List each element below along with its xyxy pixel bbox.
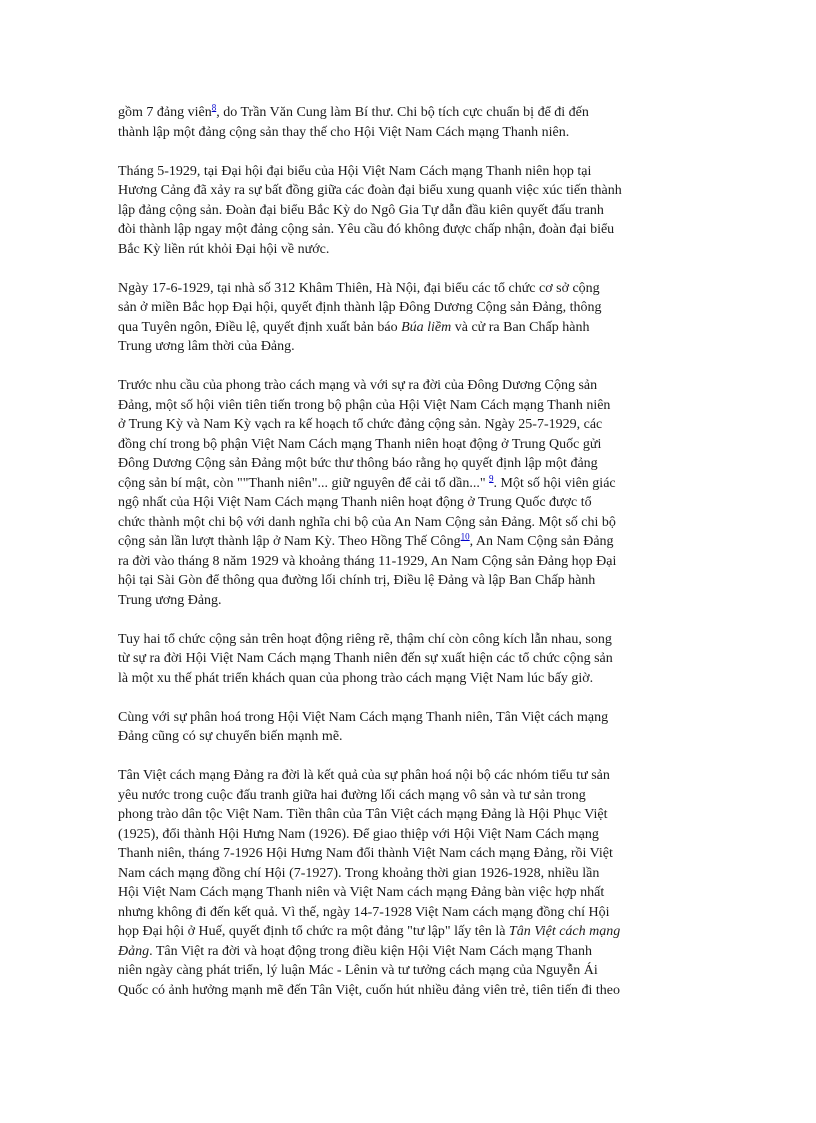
- text-run: qua Tuyên ngôn, Điều lệ, quyết định xuất bản báo: [118, 319, 402, 335]
- italic-title: Búa liềm: [401, 319, 452, 335]
- text-run: lập đảng cộng sản. Đoàn đại biểu Bắc Kỳ do Ngô Gia Tự dẫn đầu kiên quyết đấu tranh: [118, 202, 604, 218]
- text-run: chức thành một chi bộ với danh nghĩa chi bộ của An Nam Cộng sản Đảng. Một số chi bộ: [118, 514, 616, 530]
- text-line: [118, 591, 698, 611]
- text-line: [118, 825, 698, 845]
- text-run: Tân Việt cách mạng Đảng ra đời là kết quả của sự phân hoá nội bộ các nhóm tiểu tư sản: [118, 768, 610, 783]
- text-line: [118, 337, 698, 357]
- text-line: [118, 435, 698, 455]
- text-run: sản ở miền Bắc họp Đại hội, quyết định thành lập Đông Dương Cộng sản Đảng, thông: [118, 300, 602, 315]
- text-line: [118, 708, 698, 728]
- text-line: [118, 903, 698, 923]
- text-run: , do Trần Văn Cung làm Bí thư. Chi bộ tích cực chuẩn bị để đi đến: [216, 105, 589, 120]
- text-run: niên ngày càng phát triển, lý luận Mác - Lênin và tư tưởng cách mạng của Nguyễn Ái: [118, 963, 598, 978]
- text-line: [118, 571, 698, 591]
- text-line: [118, 883, 698, 903]
- text-run: thành lập một đảng cộng sản thay thế cho Hội Việt Nam Cách mạng Thanh niên.: [118, 124, 570, 140]
- text-line: [118, 240, 698, 260]
- text-run: Hội Việt Nam Cách mạng Thanh niên và Việt Nam cách mạng Đảng bàn việc hợp nhất: [118, 885, 605, 900]
- text-run: hội tại Sài Gòn để thông qua đường lối chính trị, Điều lệ Đảng và lập Ban Chấp hành: [118, 573, 596, 588]
- text-run: cộng sản lần lượt thành lập ở Nam Kỳ. Theo Hồng Thế Công: [118, 534, 461, 549]
- footnote-link[interactable]: 9: [489, 472, 494, 483]
- text-line: [118, 922, 698, 942]
- text-line: [118, 727, 698, 747]
- text-run: Ngày 17-6-1929, tại nhà số 312 Khâm Thiên, Hà Nội, đại biểu các tổ chức cơ sở cộng: [118, 280, 600, 296]
- text-run: Quốc có ảnh hưởng mạnh mẽ đến Tân Việt, cuốn hút nhiều đảng viên trẻ, tiên tiến đi theo: [118, 982, 620, 998]
- text-run: nhưng không đi đến kết quả. Vì thế, ngày 14-7-1928 Việt Nam cách mạng đồng chí Hội: [118, 904, 610, 920]
- text-line: [118, 513, 698, 533]
- text-run: . Tân Việt ra đời và hoạt động trong điều kiện Hội Việt Nam Cách mạng Thanh: [149, 943, 592, 959]
- text-line: [118, 454, 698, 474]
- text-run: đòi thành lập ngay một đảng cộng sản. Yêu cầu đó không được chấp nhận, đoàn đại biểu: [118, 222, 615, 237]
- text-run: và cử ra Ban Chấp hành: [451, 319, 590, 335]
- text-run: ra đời vào tháng 8 năm 1929 và khoảng tháng 11-1929, An Nam Cộng sản Đảng họp Đại: [118, 553, 617, 569]
- text-run: phong trào dân tộc Việt Nam. Tiền thân của Tân Việt cách mạng Đảng là Hội Phục Việt: [118, 807, 608, 822]
- text-run: gồm 7 đảng viên: [118, 105, 212, 120]
- text-run: Thanh niên, tháng 7-1926 Hội Hưng Nam đổi thành Việt Nam cách mạng Đảng, rồi Việt: [118, 846, 613, 861]
- text-line: [118, 474, 698, 494]
- text-line: [118, 630, 698, 650]
- text-line: [118, 552, 698, 572]
- footnote-link[interactable]: 8: [211, 102, 217, 113]
- text-line: [118, 766, 698, 786]
- text-run: là một xu thế phát triển khách quan của phong trào cách mạng Việt Nam lúc bấy giờ.: [118, 670, 594, 686]
- text-line: [118, 376, 698, 396]
- paragraph: [118, 708, 698, 747]
- text-run: , An Nam Cộng sản Đảng: [469, 534, 614, 549]
- text-run: ngộ nhất của Hội Việt Nam Cách mạng Thanh niên hoạt động ở Trung Quốc được tổ: [118, 495, 592, 510]
- text-line: [118, 103, 698, 123]
- paragraph: [118, 376, 698, 610]
- text-line: [118, 220, 698, 240]
- italic-title: Tân Việt cách mạng: [508, 924, 621, 939]
- paragraph: [118, 103, 698, 142]
- text-run: Tuy hai tổ chức cộng sản trên hoạt động riêng rẽ, thậm chí còn công kích lẫn nhau, song: [118, 631, 612, 647]
- paragraph: [118, 279, 698, 357]
- text-line: [118, 493, 698, 513]
- paragraph: [118, 162, 698, 260]
- document-page: [118, 103, 698, 1020]
- text-run: Trung ương lâm thời của Đảng.: [118, 339, 295, 354]
- text-line: [118, 123, 698, 143]
- text-line: [118, 669, 698, 689]
- text-line: [118, 532, 698, 552]
- text-run: từ sự ra đời Hội Việt Nam Cách mạng Thanh niên đến sự xuất hiện các tổ chức cộng sản: [118, 651, 613, 666]
- footnote-ref: [461, 531, 470, 541]
- text-run: cộng sản bí mật, còn ""Thanh niên"... giữ nguyên để cải tổ dần...": [118, 475, 490, 491]
- text-run: Đảng, một số hội viên tiên tiến trong bộ phận của Hội Việt Nam Cách mạng Thanh niên: [118, 397, 611, 413]
- text-line: [118, 396, 698, 416]
- text-run: Nam cách mạng đồng chí Hội (7-1927). Trong khoảng thời gian 1926-1928, nhiều lần: [118, 865, 600, 881]
- text-run: Trung ương Đảng.: [118, 592, 222, 608]
- text-line: [118, 415, 698, 435]
- text-run: Tháng 5-1929, tại Đại hội đại biểu của Hội Việt Nam Cách mạng Thanh niên họp tại: [118, 163, 592, 179]
- text-line: [118, 981, 698, 1001]
- text-line: [118, 864, 698, 884]
- text-line: [118, 649, 698, 669]
- text-line: [118, 805, 698, 825]
- text-run: Đảng cũng có sự chuyển biến mạnh mẽ.: [118, 729, 343, 744]
- text-run: yêu nước trong cuộc đấu tranh giữa hai đường lối cách mạng vô sản và tư sản trong: [118, 787, 586, 803]
- text-line: [118, 961, 698, 981]
- text-run: đồng chí trong bộ phận Việt Nam Cách mạng Thanh niên hoạt động ở Trung Quốc gửi: [118, 436, 602, 452]
- text-line: [118, 318, 698, 338]
- italic-title: Đảng: [118, 943, 150, 959]
- text-run: Hương Cảng đã xảy ra sự bất đồng giữa các đoàn đại biểu xung quanh việc xúc tiến thành: [118, 183, 622, 198]
- text-run: Trước nhu cầu của phong trào cách mạng và với sự ra đời của Đông Dương Cộng sản: [118, 378, 598, 393]
- text-line: [118, 181, 698, 201]
- text-line: [118, 279, 698, 299]
- text-run: Bắc Kỳ liền rút khỏi Đại hội về nước.: [118, 241, 330, 257]
- text-line: [118, 786, 698, 806]
- text-line: [118, 298, 698, 318]
- text-line: [118, 201, 698, 221]
- footnote-link[interactable]: 10: [460, 531, 470, 542]
- paragraph: [118, 630, 698, 689]
- text-run: . Một số hội viên giác: [493, 475, 616, 491]
- text-run: Đông Dương Cộng sản Đảng một bức thư thông báo rằng họ quyết định lập một đảng: [118, 456, 598, 471]
- paragraph: [118, 766, 698, 1000]
- text-run: họp Đại hội ở Huế, quyết định tổ chức ra một đảng "tư lập" lấy tên là: [118, 924, 509, 939]
- text-run: ở Trung Kỳ và Nam Kỳ vạch ra kế hoạch tổ chức đảng cộng sản. Ngày 25-7-1929, các: [118, 417, 603, 432]
- text-run: Cùng với sự phân hoá trong Hội Việt Nam Cách mạng Thanh niên, Tân Việt cách mạng: [118, 709, 609, 725]
- text-line: [118, 942, 698, 962]
- text-line: [118, 844, 698, 864]
- text-line: [118, 162, 698, 182]
- text-run: (1925), đổi thành Hội Hưng Nam (1926). Để giao thiệp với Hội Việt Nam Cách mạng: [118, 826, 599, 842]
